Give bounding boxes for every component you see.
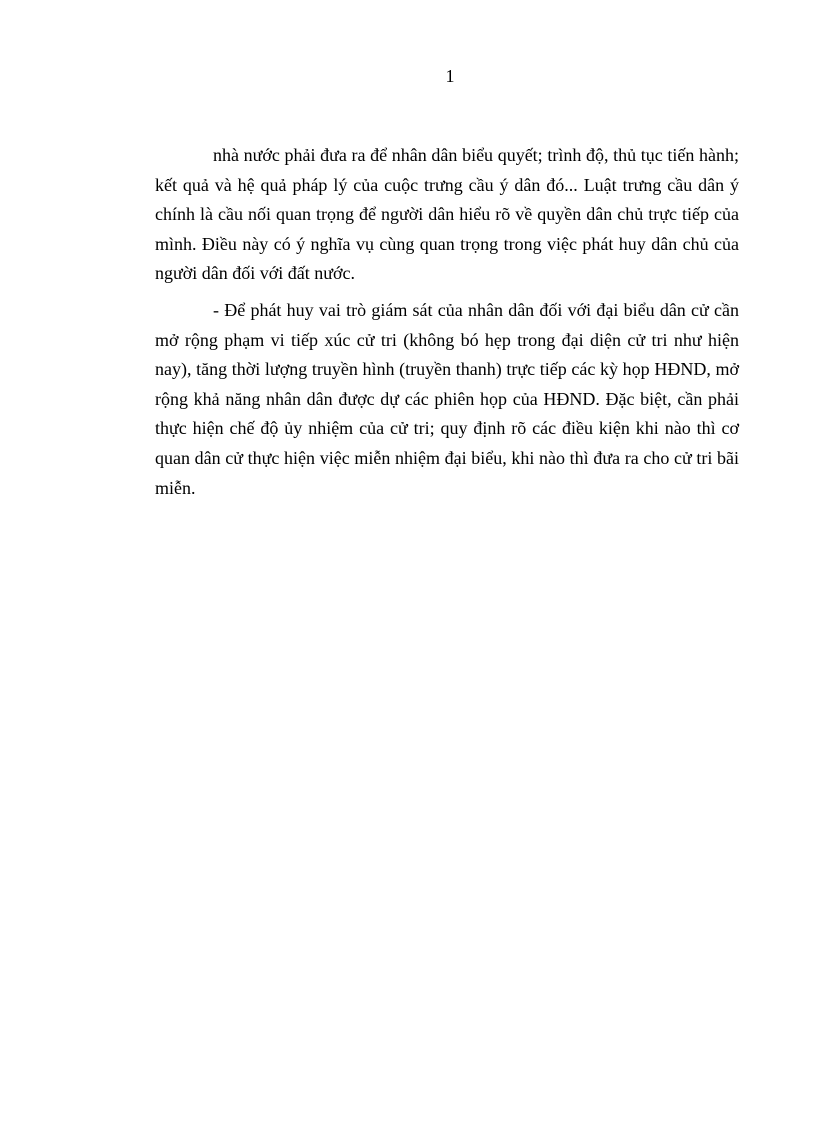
paragraph-referendum-law: nhà nước phải đưa ra để nhân dân biểu quyết; trình độ, thủ tục tiến hành; kết quả và hệ quả pháp lý của cuộc trưng cầu ý dân đó... Luật trưng cầu dân ý chính là cầu nối quan trọng để người dân hiểu rõ về quyền dân chủ trực tiếp của mình. Điều này có ý nghĩa vụ cùng quan trọng trong việc phát huy dân chủ của người dân đối với đất nước.: [155, 145, 739, 284]
paragraph-supervision-role: - Để phát huy vai trò giám sát của nhân dân đối với đại biểu dân cử cần mở rộng phạm vi tiếp xúc cử tri (không bó hẹp trong đại diện cử tri như hiện nay), tăng thời lượng truyền hình (truyền thanh) trực tiếp các kỳ họp HĐND, mở rộng khả năng nhân dân được dự các phiên họp của HĐND. Đặc biệt, cần phải thực hiện chế độ ủy nhiệm của cử tri; quy định rõ các điều kiện khi nào thì cơ quan dân cử thực hiện việc miễn nhiệm đại biểu, khi nào thì đưa ra cho cử tri bãi miễn.: [155, 299, 739, 498]
document-body: [155, 141, 739, 503]
page-number: 1: [445, 66, 455, 86]
